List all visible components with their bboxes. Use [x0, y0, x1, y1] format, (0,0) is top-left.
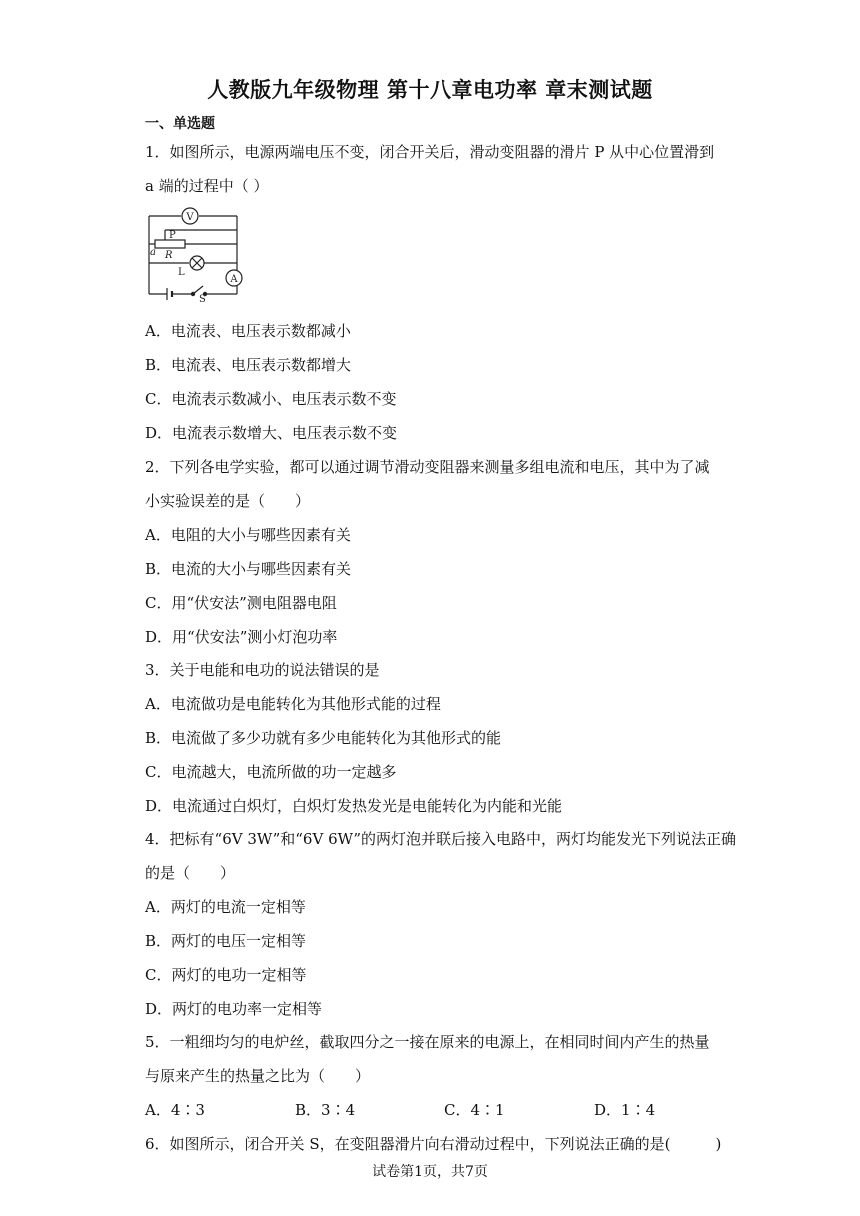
- question-4-text-line1: 4．把标有“6V 3W”和“6V 6W”的两灯泡并联后接入电路中，两灯均能发光下列说法正确: [145, 830, 736, 848]
- question-6-text: 6．如图所示，闭合开关 S，在变阻器滑片向右滑动过程中，下列说法正确的是( ): [145, 1135, 722, 1153]
- section-heading: 一、单选题: [145, 116, 215, 132]
- question-4-option-c: C．两灯的电功一定相等: [145, 966, 307, 984]
- question-1-circuit-diagram: [145, 206, 245, 302]
- question-5-option-c: C．4∶1: [444, 1101, 505, 1119]
- switch-blade: [193, 286, 203, 294]
- end-a-label: a: [150, 247, 156, 258]
- page-title: 人教版九年级物理 第十八章电功率 章末测试题: [207, 78, 653, 102]
- rheostat-resistor: [155, 240, 185, 248]
- switch-label: S: [199, 294, 206, 302]
- question-3-text: 3．关于电能和电功的说法错误的是: [145, 661, 380, 679]
- lamp-label: L: [178, 267, 185, 278]
- resistor-label: R: [165, 250, 173, 261]
- question-4-option-b: B．两灯的电压一定相等: [145, 932, 307, 950]
- question-5-text-line2: 与原来产生的热量之比为（ ）: [145, 1067, 371, 1085]
- question-3-option-a: A．电流做功是电能转化为其他形式能的过程: [145, 695, 441, 713]
- question-2-option-c: C．用“伏安法”测电阻器电阻: [145, 594, 337, 612]
- question-3-option-c: C．电流越大，电流所做的功一定越多: [145, 763, 397, 781]
- question-1-text-line1: 1．如图所示，电源两端电压不变，闭合开关后，滑动变阻器的滑片 P 从中心位置滑到: [145, 143, 715, 161]
- question-4-option-a: A．两灯的电流一定相等: [145, 898, 306, 916]
- question-1-option-d: D．电流表示数增大、电压表示数不变: [145, 424, 398, 442]
- question-2-option-d: D．用“伏安法”测小灯泡功率: [145, 628, 338, 646]
- question-5-option-b: B．3∶4: [295, 1101, 356, 1119]
- question-4-option-d: D．两灯的电功率一定相等: [145, 1000, 323, 1018]
- page-footer: 试卷第1页，共7页: [372, 1164, 488, 1180]
- question-2-text-line1: 2．下列各电学实验，都可以通过调节滑动变阻器来测量多组电流和电压，其中为了减: [145, 458, 710, 476]
- question-3-option-b: B．电流做了多少功就有多少电能转化为其他形式的能: [145, 729, 502, 747]
- question-2-option-a: A．电阻的大小与哪些因素有关: [145, 526, 351, 544]
- question-1-text-line2: a 端的过程中（ ）: [145, 177, 269, 195]
- question-5-text-line1: 5．一粗细均匀的电炉丝，截取四分之一接在原来的电源上，在相同时间内产生的热量: [145, 1033, 710, 1051]
- voltmeter-label: V: [186, 212, 194, 223]
- question-1-option-a: A．电流表、电压表示数都减小: [145, 322, 351, 340]
- question-5-option-a: A．4∶3: [145, 1101, 205, 1119]
- question-4-text-line2: 的是（ ）: [145, 864, 236, 882]
- question-1-option-b: B．电流表、电压表示数都增大: [145, 356, 352, 374]
- question-1-option-c: C．电流表示数减小、电压表示数不变: [145, 390, 397, 408]
- ammeter-label: A: [230, 274, 238, 285]
- question-2-option-b: B．电流的大小与哪些因素有关: [145, 560, 352, 578]
- slider-label: P: [169, 230, 176, 241]
- question-5-option-d: D．1∶4: [594, 1101, 656, 1119]
- question-2-text-line2: 小实验误差的是（ ）: [145, 492, 311, 510]
- question-3-option-d: D．电流通过白炽灯，白炽灯发热发光是电能转化为内能和光能: [145, 797, 563, 815]
